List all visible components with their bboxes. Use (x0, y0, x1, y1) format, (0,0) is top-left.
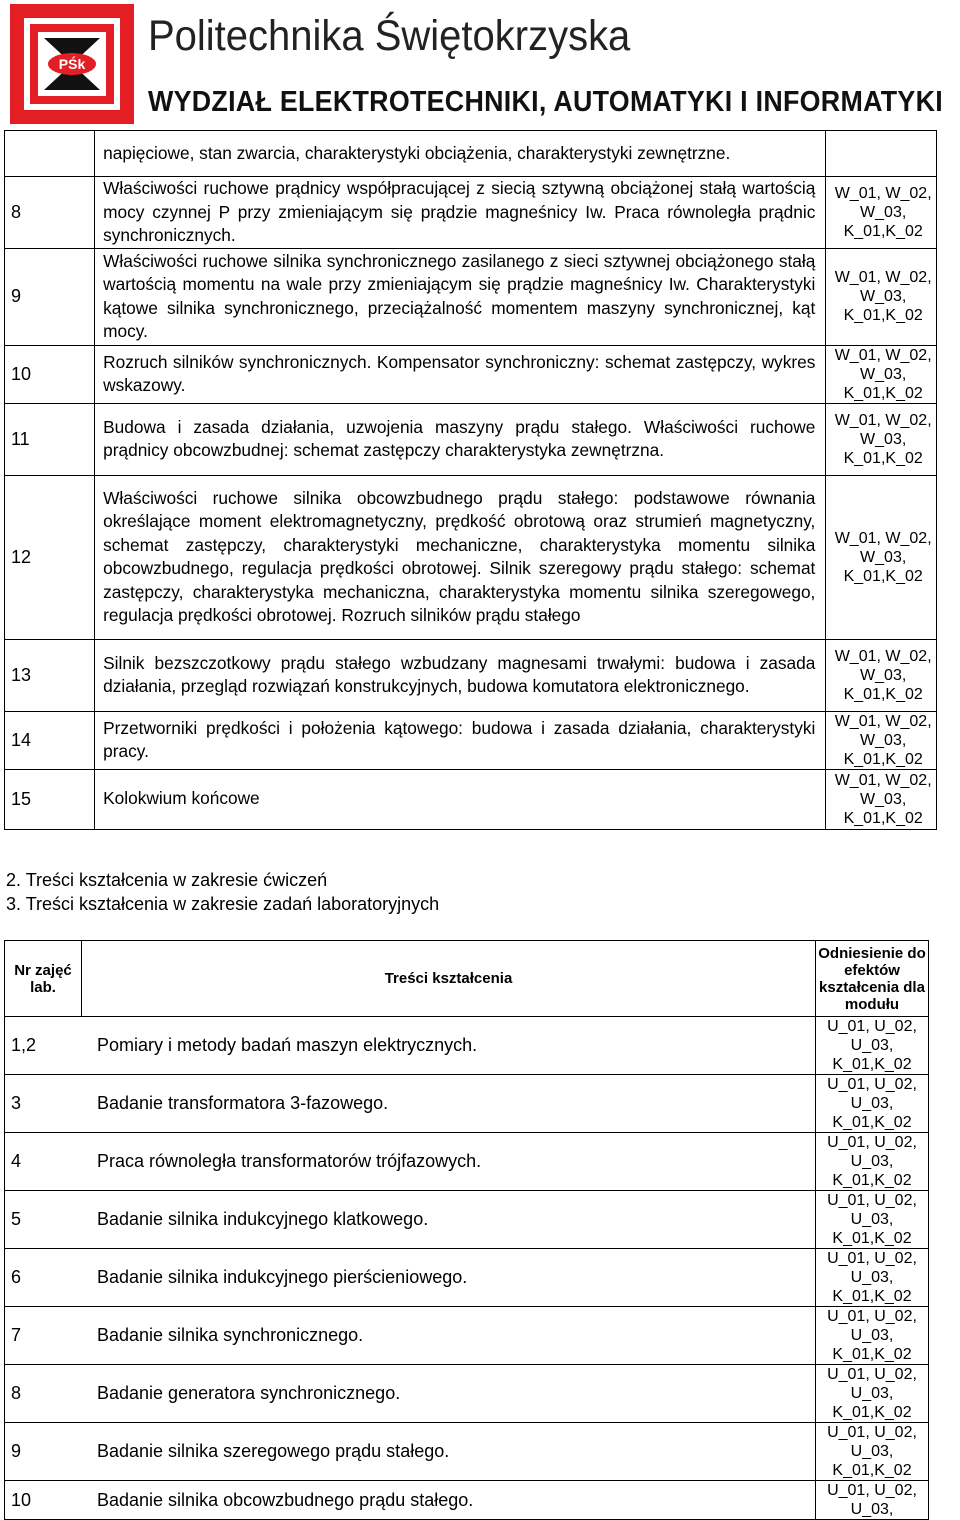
table-row (5, 1365, 929, 1423)
lecture-content-table (4, 130, 937, 830)
row-number: 10 (5, 345, 95, 403)
row-reference: U_01, U_02, U_03, (816, 1481, 929, 1520)
row-number: 10 (11, 1489, 32, 1510)
table-row (5, 1133, 929, 1191)
table-row (5, 345, 937, 403)
university-name: Politechnika Świętokrzyska (148, 12, 631, 60)
row-reference: W_01, W_02, W_03, K_01,K_02 (826, 639, 937, 711)
table-row (5, 248, 937, 345)
row-reference: W_01, W_02, W_03, K_01,K_02 (826, 345, 937, 403)
row-content: Rozruch silników synchronicznych. Kompensator synchroniczny: schemat zastępczy, wykres wskazowy. (95, 345, 826, 403)
row-text: Badanie silnika indukcyjnego klatkowego. (97, 1209, 429, 1229)
row-content: Właściwości ruchowe prądnicy współpracującej z siecią sztywną obciążonej stałą wartością mocy czynnej P przy zmieniającym się prądzie magneśnicy Iw. Praca równoległa prądnic synchronicznych. (95, 177, 826, 249)
row-reference: U_01, U_02, U_03, K_01,K_02 (816, 1017, 929, 1075)
row-content: napięciowe, stan zwarcia, charakterystyki obciążenia, charakterystyki zewnętrzne. (95, 131, 826, 177)
row-number: 15 (5, 769, 95, 829)
header-reference: Odniesienie do efektów kształcenia dla modułu (816, 941, 929, 1017)
table-row (5, 1075, 929, 1133)
row-content (5, 1249, 816, 1307)
row-reference: W_01, W_02, W_03, K_01,K_02 (826, 248, 937, 345)
row-content: Przetworniki prędkości i położenia kątowego: budowa i zasada działania, charakterystyki pracy. (95, 711, 826, 769)
row-reference: U_01, U_02, U_03, K_01,K_02 (816, 1307, 929, 1365)
table-row (5, 711, 937, 769)
table-row (5, 1249, 929, 1307)
section-heading-exercises: 2. Treści kształcenia w zakresie ćwiczeń (6, 870, 328, 890)
row-content (5, 1191, 816, 1249)
row-number: 8 (11, 1383, 22, 1403)
table-row (5, 1423, 929, 1481)
row-number: 6 (11, 1267, 22, 1287)
row-content (5, 1423, 816, 1481)
row-reference: U_01, U_02, U_03, K_01,K_02 (816, 1365, 929, 1423)
row-number: 8 (5, 177, 95, 249)
row-content (5, 1075, 816, 1133)
row-reference (826, 131, 937, 177)
university-logo (8, 2, 136, 126)
row-number: 13 (5, 639, 95, 711)
row-number: 11 (5, 403, 95, 475)
row-number: 12 (5, 475, 95, 639)
table-header-row (5, 941, 929, 1017)
row-number: 1,2 (11, 1035, 37, 1055)
row-content: Kolokwium końcowe (95, 769, 826, 829)
row-content (5, 1133, 816, 1191)
row-reference: U_01, U_02, U_03, K_01,K_02 (816, 1423, 929, 1481)
row-number: 3 (11, 1093, 22, 1113)
table-row (5, 177, 937, 249)
row-text: Badanie transformatora 3-fazowego. (97, 1093, 389, 1113)
row-reference: W_01, W_02, W_03, K_01,K_02 (826, 769, 937, 829)
table-row (5, 1017, 929, 1075)
faculty-name: WYDZIAŁ ELEKTROTECHNIKI, AUTOMATYKI I INFORMATYKI (148, 86, 943, 118)
row-content (5, 1017, 816, 1075)
row-text: Badanie generatora synchronicznego. (97, 1383, 401, 1403)
section-heading-labs: 3. Treści kształcenia w zakresie zadań laboratoryjnych (6, 894, 440, 914)
table-row (5, 639, 937, 711)
table-row (5, 475, 937, 639)
row-content: Właściwości ruchowe silnika obcowzbudnego prądu stałego: podstawowe równania określające moment elektromagnetyczny, prędkość obrotową oraz strumień magnetyczny, schemat zastępczy, charakterystyki mechaniczne, charakterystyka momentu silnika obcowzbudnego, regulacja prędkości obrotowej. Silnik szeregowy prądu stałego: schemat zastępczy, charakterystyka mechaniczna, charakterystyka momentu silnika szeregowego, regulacja prędkości obrotowej. Rozruch silników prądu stałego (95, 475, 826, 639)
row-reference: W_01, W_02, W_03, K_01,K_02 (826, 177, 937, 249)
table-row (5, 1307, 929, 1365)
row-reference: U_01, U_02, U_03, K_01,K_02 (816, 1075, 929, 1133)
row-reference: U_01, U_02, U_03, K_01,K_02 (816, 1191, 929, 1249)
table-row (5, 131, 937, 177)
row-text: Badanie silnika obcowzbudnego prądu stałego. (97, 1489, 474, 1510)
row-number (5, 131, 95, 177)
row-reference: W_01, W_02, W_03, K_01,K_02 (826, 403, 937, 475)
row-number: 9 (5, 248, 95, 345)
row-content (5, 1307, 816, 1365)
row-content (5, 1481, 816, 1520)
row-text: Badanie silnika szeregowego prądu stałego. (97, 1441, 450, 1461)
row-reference: W_01, W_02, W_03, K_01,K_02 (826, 475, 937, 639)
lab-content-table (4, 940, 929, 1520)
row-text: Praca równoległa transformatorów trójfazowych. (97, 1151, 482, 1171)
row-reference: W_01, W_02, W_03, K_01,K_02 (826, 711, 937, 769)
row-content: Silnik bezszczotkowy prądu stałego wzbudzany magnesami trwałymi: budowa i zasada działania, przegląd rozwiązań konstrukcyjnych, budowa komutatora elektronicznego. (95, 639, 826, 711)
row-text: Pomiary i metody badań maszyn elektrycznych. (97, 1035, 478, 1055)
row-content (5, 1365, 816, 1423)
row-number: 14 (5, 711, 95, 769)
table-row (5, 769, 937, 829)
table-row (5, 1481, 929, 1520)
page-header (0, 0, 960, 128)
row-text: Badanie silnika synchronicznego. (97, 1325, 364, 1345)
table-row (5, 1191, 929, 1249)
row-content: Właściwości ruchowe silnika synchronicznego zasilanego z sieci sztywnej obciążonego stałą wartością momentu na wale przy zmieniającym się prądzie magneśnicy Iw. Charakterystyki kątowe silnika synchronicznego, przeciążalność momentem maszyny synchronicznej, kąt mocy. (95, 248, 826, 345)
row-reference: U_01, U_02, U_03, K_01,K_02 (816, 1133, 929, 1191)
row-number: 4 (11, 1151, 22, 1171)
row-number: 5 (11, 1209, 22, 1229)
row-content: Budowa i zasada działania, uzwojenia maszyny prądu stałego. Właściwości ruchowe prądnicy obcowzbudnej: schemat zastępczy charakterystyka zewnętrzna. (95, 403, 826, 475)
header-nr: Nr zajęć lab. (5, 941, 82, 1017)
row-number: 7 (11, 1325, 22, 1345)
row-text: Badanie silnika indukcyjnego pierścieniowego. (97, 1267, 468, 1287)
table-row (5, 403, 937, 475)
header-content: Treści kształcenia (82, 941, 816, 1017)
logo-text: PŚk (58, 56, 86, 72)
row-reference: U_01, U_02, U_03, K_01,K_02 (816, 1249, 929, 1307)
row-number: 9 (11, 1441, 22, 1461)
